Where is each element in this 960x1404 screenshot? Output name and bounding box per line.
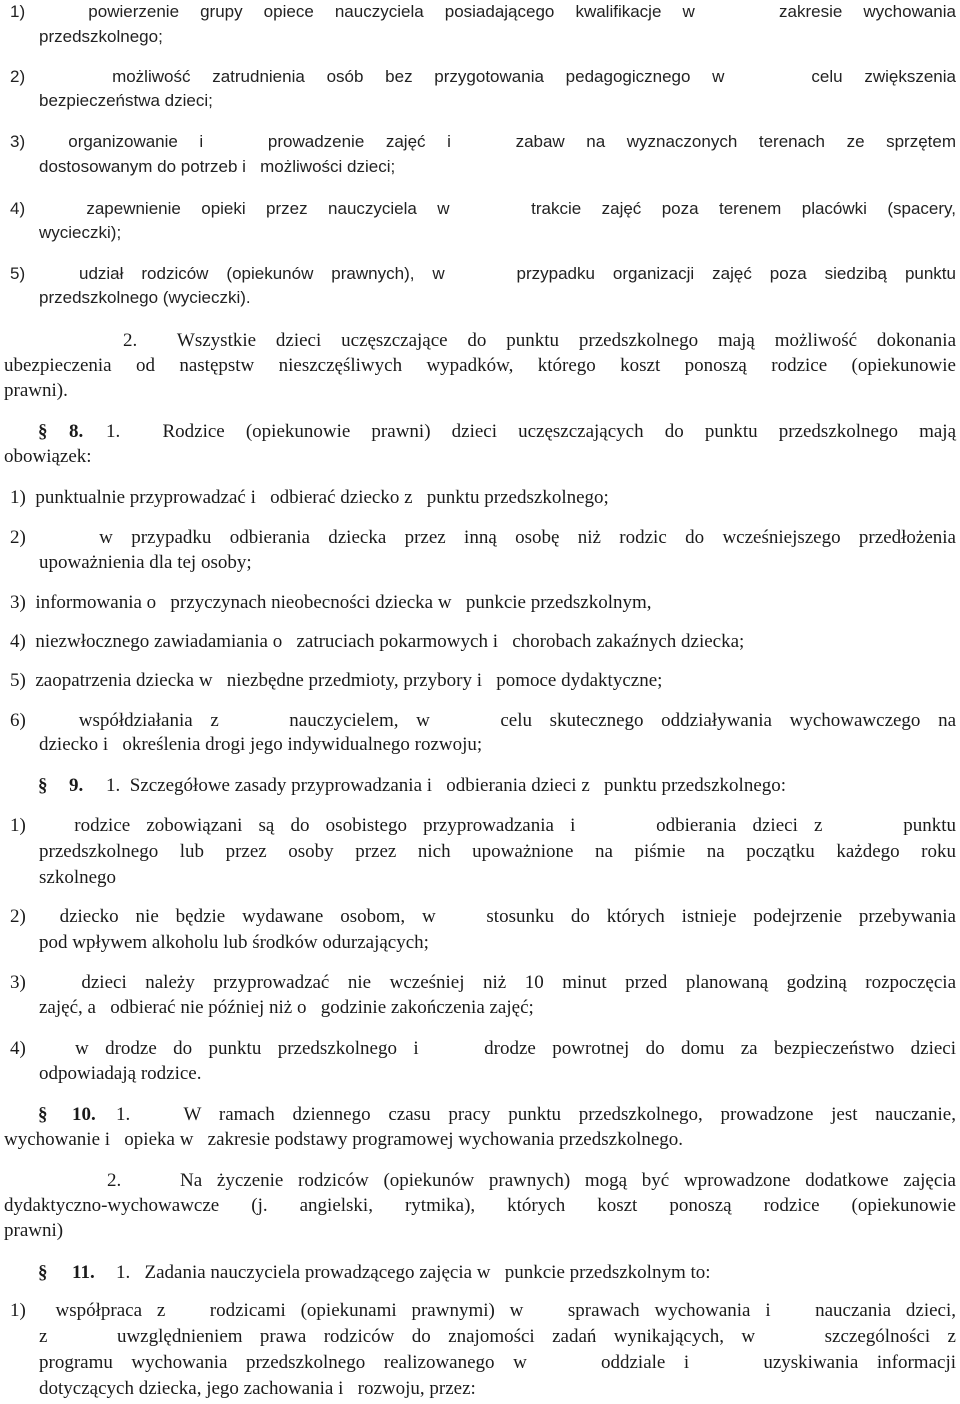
list-item-line: przedszkolnego (wycieczki). bbox=[39, 288, 251, 307]
list-item-line: 1) rodzice zobowiązani są do osobistego przyprowadzania i odbierania dzieci z punktu bbox=[10, 815, 956, 836]
list-item-line: z uwzględnieniem prawa rodziców do znajomości zadań wynikających, w szczególności z bbox=[39, 1326, 956, 1347]
list-item-line: odpowiadają rodzice. bbox=[39, 1063, 202, 1084]
list-item-line: 2) w przypadku odbierania dziecka przez inną osobę niż rodzic do wcześniejszego przedłożenia bbox=[10, 527, 956, 548]
section-number: 8. bbox=[69, 421, 84, 442]
list-item-line: dotyczących dziecka, jego zachowania i rozwoju, przez: bbox=[39, 1378, 476, 1399]
list-item-line: 3) informowania o przyczynach nieobecności dziecka w punkcie przedszkolnym, bbox=[10, 592, 652, 613]
section-heading-line: 1. Rodzice (opiekunowie prawni) dzieci uczęszczających do punktu przedszkolnego mają bbox=[106, 421, 956, 442]
section-mark: § bbox=[38, 1104, 48, 1125]
list-item-line: 5) zaopatrzenia dziecka w niezbędne przedmioty, przybory i pomoce dydaktyczne; bbox=[10, 670, 663, 691]
list-item-line: zajęć, a odbierać nie później niż o godzinie zakończenia zajęć; bbox=[39, 997, 534, 1018]
list-item-line: 2) możliwość zatrudnienia osób bez przygotowania pedagogicznego w celu zwiększenia bbox=[10, 67, 956, 86]
list-item-line: 3) dzieci należy przyprowadzać nie wcześniej niż 10 minut przed planowaną godziną rozpoczęcia bbox=[10, 972, 956, 993]
section-heading-line: 1. Szczegółowe zasady przyprowadzania i odbierania dzieci z punktu przedszkolnego: bbox=[106, 775, 787, 796]
section-heading-line: wychowanie i opieka w zakresie podstawy programowej wychowania przedszkolnego. bbox=[4, 1129, 684, 1150]
section-mark: § bbox=[38, 421, 48, 442]
paragraph-line: 2. Na życzenie rodziców (opiekunów prawnych) mogą być wprowadzone dodatkowe zajęcia bbox=[4, 1170, 956, 1191]
section-heading-line: 1. Zadania nauczyciela prowadzącego zajęcia w punkcie przedszkolnym to: bbox=[116, 1262, 711, 1283]
list-item-line: 1) punktualnie przyprowadzać i odbierać dziecko z punktu przedszkolnego; bbox=[10, 487, 609, 508]
section-heading-line: obowiązek: bbox=[4, 446, 92, 467]
paragraph-line: prawni). bbox=[4, 380, 68, 401]
paragraph-line: ubezpieczenia od następstw nieszczęśliwych wypadków, którego koszt ponoszą rodzice (opiekunowie bbox=[4, 355, 956, 376]
section-mark: § bbox=[38, 775, 48, 796]
list-item-line: bezpieczeństwa dzieci; bbox=[39, 91, 213, 110]
section-mark: § bbox=[38, 1262, 48, 1283]
list-item-line: przedszkolnego; bbox=[39, 27, 163, 46]
list-item-line: szkolnego bbox=[39, 867, 117, 888]
list-item-line: 1) powierzenie grupy opiece nauczyciela posiadającego kwalifikacje w zakresie wychowania bbox=[10, 2, 956, 21]
list-item-line: dziecko i określenia drogi jego indywidualnego rozwoju; bbox=[39, 734, 483, 755]
list-item-line: przedszkolnego lub przez osoby przez nich upoważnione na piśmie na początku każdego roku bbox=[39, 841, 956, 862]
section-heading-line: 1. W ramach dziennego czasu pracy punktu przedszkolnego, prowadzone jest nauczanie, bbox=[116, 1104, 956, 1125]
list-item-line: 5) udział rodziców (opiekunów prawnych), w przypadku organizacji zajęć poza siedzibą punktu bbox=[10, 264, 956, 283]
list-item-line: 4) w drodze do punktu przedszkolnego i drodze powrotnej do domu za bezpieczeństwo dzieci bbox=[10, 1038, 956, 1059]
paragraph-line: prawni) bbox=[4, 1220, 64, 1241]
list-item-line: 1) współpraca z rodzicami (opiekunami prawnymi) w sprawach wychowania i nauczania dzieci, bbox=[10, 1300, 956, 1321]
list-item-line: upoważnienia dla tej osoby; bbox=[39, 552, 252, 573]
list-item-line: wycieczki); bbox=[39, 223, 122, 242]
list-item-line: programu wychowania przedszkolnego realizowanego w oddziale i uzyskiwania informacji bbox=[39, 1352, 956, 1373]
list-item-line: 4) niezwłocznego zawiadamiania o zatruciach pokarmowych i chorobach zakaźnych dziecka; bbox=[10, 631, 745, 652]
paragraph-line: dydaktyczno-wychowawcze (j. angielski, rytmika), których koszt ponoszą rodzice (opiekunowie bbox=[4, 1195, 956, 1216]
list-item-line: 2) dziecko nie będzie wydawane osobom, w stosunku do których istnieje podejrzenie przebywania bbox=[10, 906, 956, 927]
list-item-line: pod wpływem alkoholu lub środków odurzających; bbox=[39, 932, 429, 953]
list-item-line: 4) zapewnienie opieki przez nauczyciela w trakcie zajęć poza terenem placówki (spacery, bbox=[10, 199, 956, 218]
section-number: 10. bbox=[72, 1104, 96, 1125]
paragraph-line: 2. Wszystkie dzieci uczęszczające do punktu przedszkolnego mają możliwość dokonania bbox=[4, 330, 956, 351]
section-number: 11. bbox=[72, 1262, 95, 1283]
list-item-line: dostosowanym do potrzeb i możliwości dzieci; bbox=[39, 157, 396, 176]
list-item-line: 3) organizowanie i prowadzenie zajęć i zabaw na wyznaczonych terenach ze sprzętem bbox=[10, 132, 956, 151]
section-number: 9. bbox=[69, 775, 84, 796]
list-item-line: 6) współdziałania z nauczycielem, w celu skutecznego oddziaływania wychowawczego na bbox=[10, 710, 956, 731]
